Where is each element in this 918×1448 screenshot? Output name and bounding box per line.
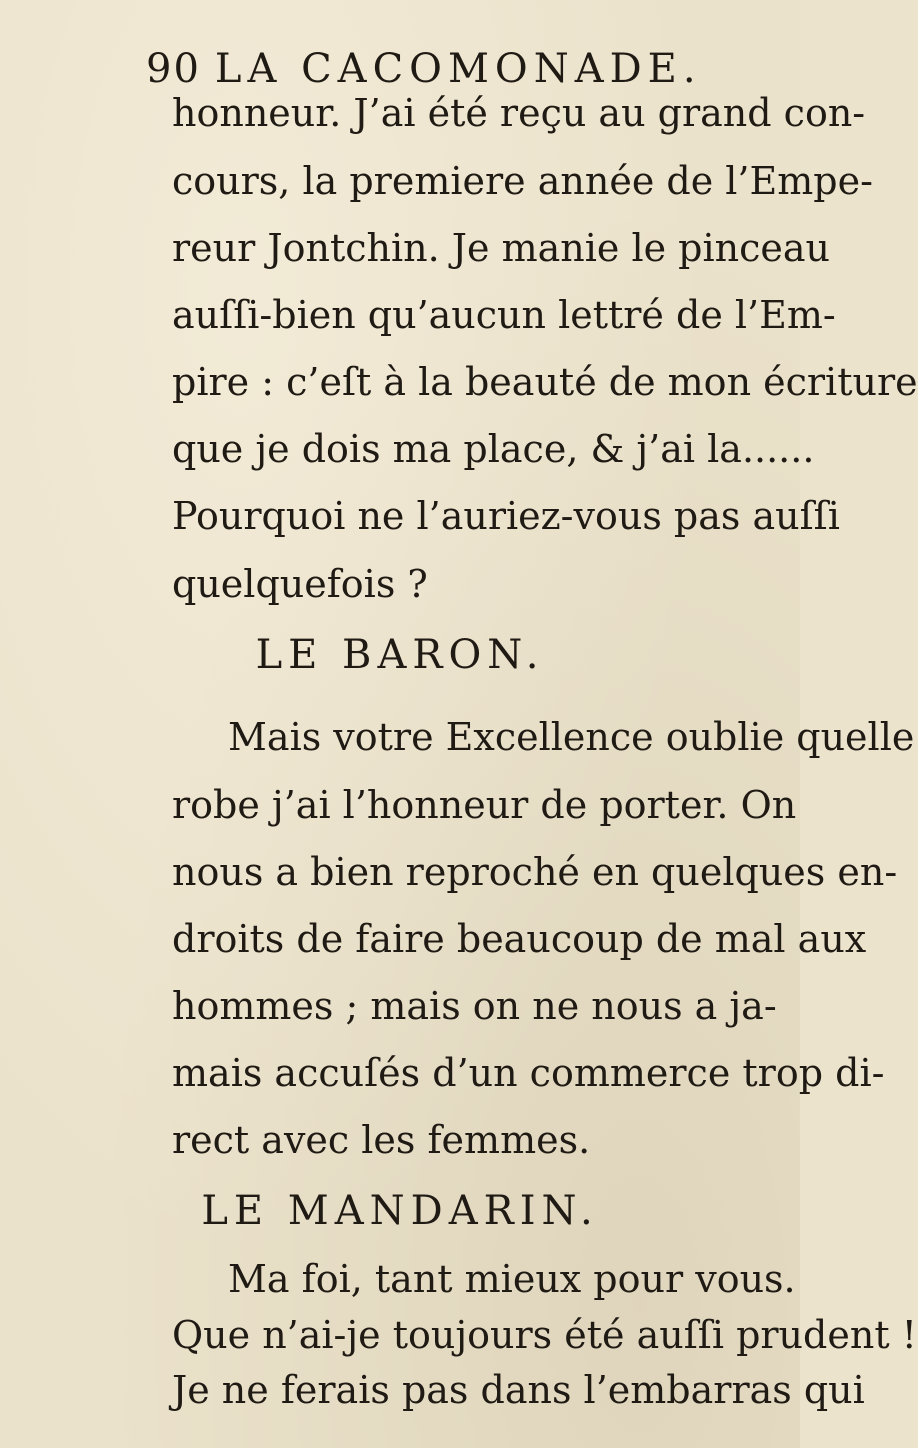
text-line: honneur. J’ai été reçu au grand con-: [172, 91, 866, 135]
text-line: Pourquoi ne l’auriez-vous pas auſſi: [172, 494, 840, 538]
text-line: droits de faire beaucoup de mal aux: [172, 917, 867, 961]
text-line: Que n’ai-je toujours été auſſi prudent !: [172, 1313, 917, 1357]
text-line: que je dois ma place, & j’ai la......: [172, 427, 815, 471]
text-line: rect avec les femmes.: [172, 1118, 591, 1162]
text-line: auſſi-bien qu’aucun lettré de l’Em-: [172, 293, 836, 337]
speaker-name: LE BARON.: [255, 632, 545, 678]
text-line: Ma foi, tant mieux pour vous.: [228, 1257, 796, 1301]
speaker-name: LE MANDARIN.: [201, 1188, 599, 1234]
text-line: Je ne ferais pas dans l’embarras qui: [172, 1368, 865, 1412]
text-line: quelquefois ?: [172, 562, 428, 606]
running-title: LA CACOMONADE.: [214, 46, 702, 92]
running-head: [146, 46, 702, 92]
text-line: pire : c’eſt à la beauté de mon écriture: [172, 360, 918, 404]
text-line: reur Jontchin. Je manie le pinceau: [172, 226, 831, 270]
text-line: mais accuſés d’un commerce trop di-: [172, 1051, 885, 1095]
text-line: nous a bien reproché en quelques en-: [172, 850, 898, 894]
text-line: robe j’ai l’honneur de porter. On: [172, 783, 797, 827]
page-number: 90: [146, 46, 201, 92]
text-line: Mais votre Excellence oublie quelle: [228, 715, 915, 759]
text-line: hommes ; mais on ne nous a ja-: [172, 984, 777, 1028]
text-line: cours, la premiere année de l’Empe-: [172, 159, 873, 203]
